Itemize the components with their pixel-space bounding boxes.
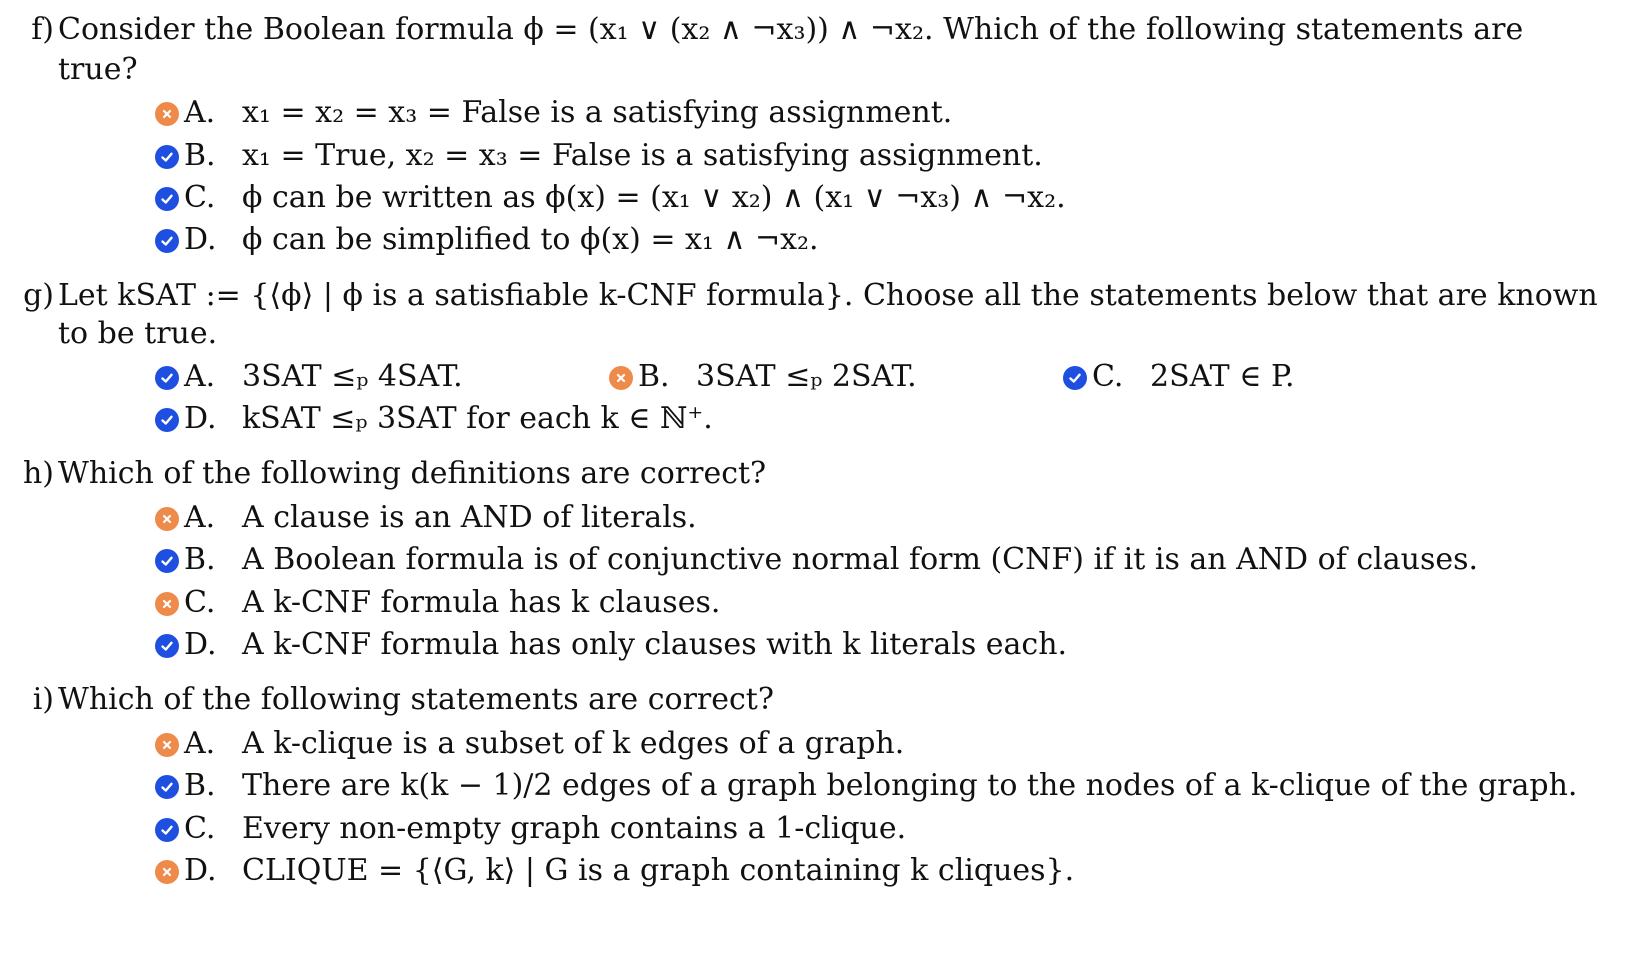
option-letter: B. xyxy=(638,359,670,394)
question-text-line-2: true? xyxy=(58,52,138,87)
cross-icon xyxy=(609,366,633,390)
option-letter: D. xyxy=(184,401,217,436)
check-icon xyxy=(155,634,179,658)
option-c xyxy=(155,583,720,623)
option-text: 3SAT ≤ₚ 4SAT. xyxy=(242,359,463,394)
check-icon xyxy=(155,408,179,432)
question-text-line-1: Let kSAT := {⟨ϕ⟩ | ϕ is a satisfiable k-CNF formula}. Choose all the statements below that are known xyxy=(58,278,1598,313)
option-text: 2SAT ∈ P. xyxy=(1150,359,1295,394)
check-icon xyxy=(155,366,179,390)
option-text: ϕ can be written as ϕ(x) = (x₁ ∨ x₂) ∧ (x₁ ∨ ¬x₃) ∧ ¬x₂. xyxy=(242,180,1066,215)
cross-icon xyxy=(155,507,179,531)
option-text: kSAT ≤ₚ 3SAT for each k ∈ ℕ⁺. xyxy=(242,401,713,436)
option-text: 3SAT ≤ₚ 2SAT. xyxy=(696,359,917,394)
option-text: x₁ = True, x₂ = x₃ = False is a satisfying assignment. xyxy=(242,138,1043,173)
question-label: h) xyxy=(22,456,54,491)
option-letter: B. xyxy=(184,138,216,173)
option-text: ϕ can be simplified to ϕ(x) = x₁ ∧ ¬x₂. xyxy=(242,222,819,257)
check-icon xyxy=(155,775,179,799)
cross-icon xyxy=(155,733,179,757)
option-letter: A. xyxy=(184,500,216,535)
check-icon xyxy=(155,549,179,573)
option-c xyxy=(155,178,1066,218)
option-text: A k-clique is a subset of k edges of a graph. xyxy=(242,726,905,761)
check-icon xyxy=(155,818,179,842)
option-b xyxy=(609,357,917,397)
option-letter: D. xyxy=(184,222,217,257)
option-b xyxy=(155,766,1577,806)
option-letter: C. xyxy=(184,585,216,620)
option-text: CLIQUE = {⟨G, k⟩ | G is a graph containing k cliques}. xyxy=(242,853,1075,888)
option-d xyxy=(155,399,713,439)
option-b xyxy=(155,136,1043,176)
question-text-line-2: to be true. xyxy=(58,316,218,351)
check-icon xyxy=(155,145,179,169)
option-letter: B. xyxy=(184,768,216,803)
check-icon xyxy=(155,229,179,253)
option-text: A clause is an AND of literals. xyxy=(242,500,697,535)
option-c xyxy=(1063,357,1295,397)
question-label: g) xyxy=(23,278,54,313)
option-a xyxy=(155,93,952,133)
question-text-line-1: Consider the Boolean formula ϕ = (x₁ ∨ (x₂ ∧ ¬x₃)) ∧ ¬x₂. Which of the following statements are xyxy=(58,12,1524,47)
option-d xyxy=(155,220,819,260)
option-a xyxy=(155,498,697,538)
question-text-line-1: Which of the following statements are correct? xyxy=(58,682,774,717)
option-text: x₁ = x₂ = x₃ = False is a satisfying assignment. xyxy=(242,95,953,130)
check-icon xyxy=(1063,366,1087,390)
option-letter: B. xyxy=(184,542,216,577)
option-c xyxy=(155,809,906,849)
option-d xyxy=(155,625,1067,665)
option-text: A Boolean formula is of conjunctive normal form (CNF) if it is an AND of clauses. xyxy=(242,542,1479,577)
option-letter: A. xyxy=(184,726,216,761)
option-letter: C. xyxy=(184,180,216,215)
cross-icon xyxy=(155,592,179,616)
question-label: f) xyxy=(31,12,54,47)
option-letter: A. xyxy=(184,95,216,130)
option-b xyxy=(155,540,1478,580)
question-text-line-1: Which of the following definitions are correct? xyxy=(58,456,767,491)
option-text: A k-CNF formula has only clauses with k literals each. xyxy=(242,627,1068,662)
cross-icon xyxy=(155,102,179,126)
cross-icon xyxy=(155,860,179,884)
check-icon xyxy=(155,187,179,211)
option-d xyxy=(155,851,1074,891)
option-letter: D. xyxy=(184,853,217,888)
option-a xyxy=(155,724,904,764)
option-letter: D. xyxy=(184,627,217,662)
option-text: There are k(k − 1)/2 edges of a graph belonging to the nodes of a k-clique of the graph. xyxy=(242,768,1578,803)
option-text: Every non-empty graph contains a 1-clique. xyxy=(242,811,907,846)
option-a xyxy=(155,357,463,397)
option-letter: C. xyxy=(1092,359,1124,394)
option-letter: A. xyxy=(184,359,216,394)
question-label: i) xyxy=(32,682,54,717)
option-letter: C. xyxy=(184,811,216,846)
option-text: A k-CNF formula has k clauses. xyxy=(242,585,721,620)
